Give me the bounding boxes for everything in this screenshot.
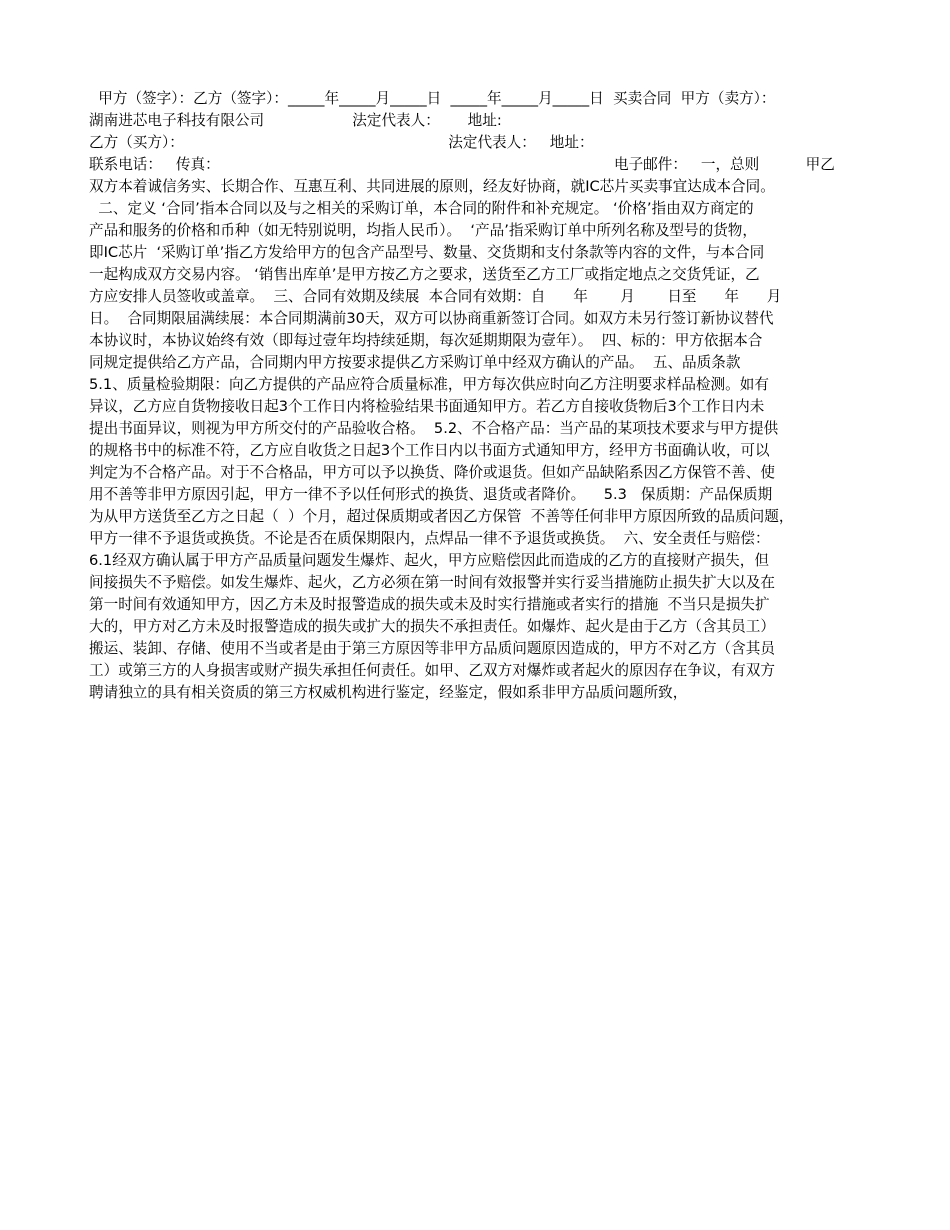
contract-line: 工）或第三方的人身损害或财产损失承担任何责任。如甲、乙双方对爆炸或者起火的原因存在争议，有双方 (89, 662, 775, 679)
contract-line: 用不善等非甲方原因引起，甲方一律不予以任何形式的换货、退货或者降价。 5.3 保质期：产品保质期 (89, 486, 773, 503)
contract-line: 乙方（买方）： 法定代表人： 地址： (89, 134, 594, 151)
contract-line: 双方本着诚信务实、长期合作、互惠互利、共同进展的原则，经友好协商，就IC芯片买卖事宜达成本合同。 (89, 178, 775, 195)
contract-line: 联系电话： 传真： 电子邮件： 一，总则 甲乙 (89, 156, 835, 173)
contract-line: 搬运、装卸、存储、使用不当或者是由于第三方原因等非甲方品质问题原因造成的，甲方不对乙方（含其员 (89, 640, 775, 657)
contract-line: 聘请独立的具有相关资质的第三方权威机构进行鉴定，经鉴定，假如系非甲方品质问题所致， (89, 684, 688, 701)
contract-line: 甲方一律不予退货或换货。不论是否在质保期限内，点焊品一律不予退货或换货。 六、安全责任与赔偿： (89, 530, 770, 547)
contract-line: 日。 合同期限届满续展：本合同期满前30天，双方可以协商重新签订合同。如双方未另行签订新协议替代 (89, 310, 774, 327)
contract-line: 甲方（签字）：乙方（签字）：_____年_____月_____日 _____年_____月_____日 买卖合同 甲方（卖方）： (89, 90, 776, 107)
contract-line: 为从甲方送货至乙方之日起（ ）个月，超过保质期或者因乙方保管 不善等任何非甲方原因所致的品质问题， (89, 508, 794, 525)
contract-line: 提出书面异议，则视为甲方所交付的产品验收合格。 5.2、不合格产品：当产品的某项技术要求与甲方提供 (89, 420, 779, 437)
contract-line: 一起构成双方交易内容。 ‘销售出库单’是甲方按乙方之要求，送货至乙方工厂或指定地点之交货凭证，乙 (89, 266, 760, 283)
contract-line: 方应安排人员签收或盖章。 三、合同有效期及续展 本合同有效期：自 年 月 日至 年 月 (89, 288, 782, 305)
contract-line: 产品和服务的价格和币种（如无特别说明，均指人民币）。 ‘产品’指采购订单中所列名称及型号的货物， (89, 222, 757, 239)
contract-line: 6.1经双方确认属于甲方产品质量问题发生爆炸、起火，甲方应赔偿因此而造成的乙方的直接财产损失，但 (89, 552, 769, 569)
contract-line: 判定为不合格产品。对于不合格品，甲方可以予以换货、降价或退货。但如产品缺陷系因乙方保管不善、使 (89, 464, 775, 481)
contract-line: 间接损失不予赔偿。如发生爆炸、起火，乙方必须在第一时间有效报警并实行妥当措施防止损失扩大以及在 (89, 574, 775, 591)
contract-line: 大的，甲方对乙方未及时报警造成的损失或扩大的损失不承担责任。如爆炸、起火是由于乙方（含其员工） (89, 618, 775, 635)
contract-line: 二、定义 ‘合同’指本合同以及与之相关的采购订单，本合同的附件和补充规定。 ‘价格’指由双方商定的 (89, 200, 754, 217)
contract-line: 即IC芯片 ‘采购订单’指乙方发给甲方的包含产品型号、数量、交货期和支付条款等内容的文件，与本合同 (89, 244, 765, 261)
contract-line: 异议，乙方应自货物接收日起3个工作日内将检验结果书面通知甲方。若乙方自接收货物后3个工作日内未 (89, 398, 765, 415)
contract-line: 第一时间有效通知甲方，因乙方未及时报警造成的损失或未及时实行措施或者实行的措施 不当只是损失扩 (89, 596, 770, 613)
contract-line: 5.1、质量检验期限：向乙方提供的产品应符合质量标准，甲方每次供应时向乙方注明要求样品检测。如有 (89, 376, 769, 393)
contract-line: 同规定提供给乙方产品，合同期内甲方按要求提供乙方采购订单中经双方确认的产品。 五、品质条款 (89, 354, 741, 371)
contract-line: 湖南进芯电子科技有限公司 法定代表人： 地址: (89, 112, 502, 129)
contract-line: 的规格书中的标准不符，乙方应自收货之日起3个工作日内以书面方式通知甲方，经甲方书面确认收，可以 (89, 442, 770, 459)
contract-line: 本协议时，本协议始终有效（即每过壹年均持续延期，每次延期期限为壹年）。 四、标的：甲方依据本合 (89, 332, 763, 349)
